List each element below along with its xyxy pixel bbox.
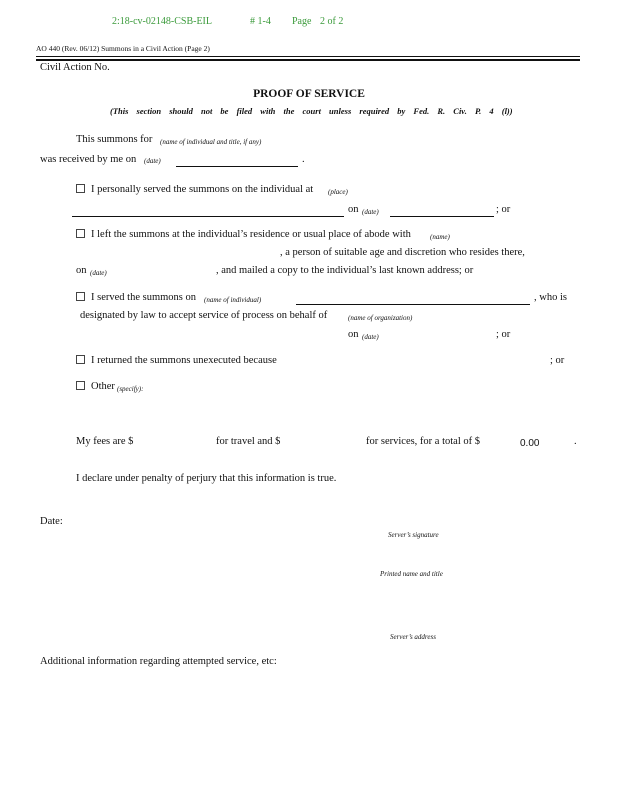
case-number: 2:18-cv-02148-CSB-EIL <box>112 16 212 27</box>
fees-label: My fees are $ <box>76 436 134 447</box>
checkbox-other[interactable] <box>76 381 85 390</box>
option-personal-service <box>76 184 313 195</box>
checkbox-unexecuted[interactable] <box>76 355 85 364</box>
option1-date-line <box>390 216 494 217</box>
option2-on-label: on <box>76 265 87 276</box>
document-number: # 1-4 <box>250 16 271 27</box>
option3-date-hint: (date) <box>362 333 379 341</box>
place-line <box>72 216 344 217</box>
fees-end: . <box>574 436 577 447</box>
page-title: PROOF OF SERVICE <box>253 88 365 100</box>
received-date-line <box>176 166 298 167</box>
option3-who-is: , who is <box>534 292 567 303</box>
notice-text: (This section should not be filed with the court unless required by Fed. R. Civ. P. 4 (l)) <box>110 106 513 116</box>
fees-total-value: 0.00 <box>520 438 540 449</box>
option3-hint: (name of individual) <box>204 296 262 304</box>
option-personal-label: I personally served the summons on the individual at <box>91 184 314 195</box>
option1-date-hint: (date) <box>362 208 379 216</box>
option4-or: ; or <box>550 355 565 366</box>
option2-mailed: , and mailed a copy to the individual’s last known address; or <box>216 265 474 276</box>
fees-travel-label: for travel and $ <box>216 436 281 447</box>
checkbox-personal-service[interactable] <box>76 184 85 193</box>
option1-or: ; or <box>496 204 511 215</box>
received-label: was received by me on <box>40 154 137 165</box>
option-other-hint: (specify): <box>117 385 144 393</box>
option-residence-label: I left the summons at the individual’s residence or usual place of abode with <box>91 229 411 240</box>
option3-name-line <box>296 304 530 305</box>
form-id: AO 440 (Rev. 06/12) Summons in a Civil Action (Page 2) <box>36 44 210 53</box>
option3-on-label: on <box>348 329 359 340</box>
civil-action-label: Civil Action No. <box>40 62 110 73</box>
option-unexecuted <box>76 355 277 366</box>
option2-date-hint: (date) <box>90 269 107 277</box>
checkbox-organization-service[interactable] <box>76 292 85 301</box>
fees-services-label: for services, for a total of $ <box>366 436 480 447</box>
option2-suitable-age: , a person of suitable age and discretion who resides there, <box>280 247 525 258</box>
header-rule-bottom <box>36 59 580 61</box>
option-personal-hint: (place) <box>328 188 348 196</box>
additional-info-label: Additional information regarding attempted service, etc: <box>40 656 277 667</box>
received-hint: (date) <box>144 157 161 165</box>
summons-for-hint: (name of individual and title, if any) <box>160 138 262 146</box>
option-other-label: Other <box>91 381 115 392</box>
option1-on-label: on <box>348 204 359 215</box>
option3-designated: designated by law to accept service of process on behalf of <box>80 310 328 321</box>
page-of: 2 of 2 <box>320 16 344 27</box>
option-unexecuted-label: I returned the summons unexecuted because <box>91 355 277 366</box>
declaration-text: I declare under penalty of perjury that this information is true. <box>76 473 337 484</box>
date-label: Date: <box>40 516 63 527</box>
option-residence-service <box>76 229 411 240</box>
printed-name-label: Printed name and title <box>380 570 443 578</box>
option-residence-hint: (name) <box>430 233 450 241</box>
option3-or: ; or <box>496 329 511 340</box>
header-rule-top <box>36 56 580 57</box>
summons-for-label: This summons for <box>76 134 153 145</box>
option-organization-service <box>76 292 196 303</box>
received-end: . <box>302 154 305 165</box>
option-other <box>76 381 115 392</box>
page-label: Page <box>292 16 312 27</box>
server-signature-label: Server’s signature <box>388 531 439 539</box>
server-address-label: Server’s address <box>390 633 436 641</box>
checkbox-residence-service[interactable] <box>76 229 85 238</box>
option-organization-label: I served the summons on <box>91 292 196 303</box>
option3-org-hint: (name of organization) <box>348 314 413 322</box>
